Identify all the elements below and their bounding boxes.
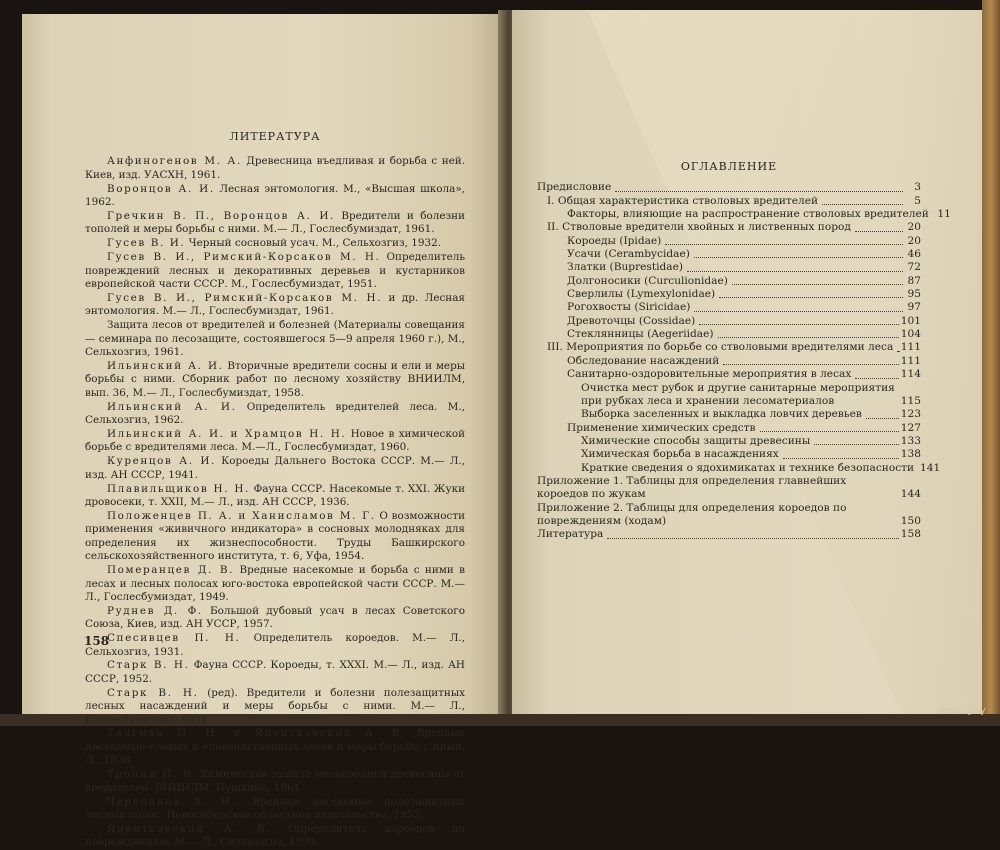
bibliography-entry (85, 768, 465, 795)
bibliography-entry (85, 659, 465, 686)
bibliography (85, 130, 465, 850)
toc-item (537, 422, 921, 435)
entry-text: (ред). Вредители и болезни полезащитных лесных насаждений и меры борьбы с ними. М.— Л., Гослесбумиздат, 1951. (85, 686, 465, 726)
toc-item-label: Златки (Buprestidae) (567, 261, 683, 274)
toc-item (537, 315, 921, 328)
bibliography-entry (85, 210, 465, 237)
toc-item-label: Химические способы защиты древесины (581, 434, 811, 447)
toc-item-page: 111 (900, 341, 921, 354)
toc-item-label: Стеклянницы (Aegeriidae) (567, 328, 714, 341)
toc-item (537, 221, 921, 234)
entry-text: Фауна СССР. Насекомые т. XXI. Жуки дровосеки, т. XXII, М.— Л., изд. АН СССР, 1936. (85, 482, 465, 509)
entry-text: Вторичные вредители сосны и ели и меры борьбы с ними. Сборник работ по лесному хозяйству ВНИИЛМ, вып. 36, М.— Л., Гослесбумиздат, 1958. (85, 360, 465, 399)
toc-item-page: 111 (900, 354, 921, 367)
toc-item-page: 72 (907, 261, 921, 274)
entry-author: Гусев В. И., Римский-Корсаков М. Н. (107, 251, 381, 264)
toc-item-label: III. Мероприятия по борьбе со стволовыми вредителями леса (547, 341, 894, 354)
toc-leader-dots (866, 417, 899, 419)
toc-item (537, 461, 941, 475)
entry-text: Древесница въедливая и борьба с ней. Киев, изд. УАСХН, 1961. (85, 155, 466, 181)
toc-item (537, 288, 921, 301)
toc-item-page: 127 (900, 421, 921, 434)
entry-author: Тропин И. В. (107, 768, 197, 781)
toc-item-page: 101 (900, 314, 921, 327)
entry-author: Куренцов А. И. (107, 455, 216, 468)
bibliography-entry (85, 183, 465, 210)
toc-leader-dots (607, 537, 898, 539)
toc-item-label: Краткие сведения о ядохимикатах и технике безопасности (581, 461, 915, 474)
toc-item-label: Химическая борьба в насаждениях (581, 448, 779, 461)
toc-item-page: 11 (937, 208, 951, 221)
toc-leader-dots (783, 457, 899, 459)
bibliography-entry (85, 483, 465, 510)
toc-item-label: Предисловие (537, 181, 612, 194)
toc-item (537, 382, 921, 409)
toc-leader-dots (814, 443, 899, 445)
toc-leader-dots (855, 377, 898, 379)
toc-item (537, 328, 921, 341)
toc-item-label: Древоточцы (Cossidae) (567, 314, 696, 327)
toc-item-label: Применение химических средств (567, 421, 756, 434)
toc-item-label: Литература (537, 528, 604, 541)
entry-text: Определитель короедов. М.— Л., Сельхозгиз, 1931. (85, 632, 465, 658)
toc-item-label: Приложение 1. Таблицы для определения главнейших короедов по жукам (537, 474, 847, 501)
bibliography-title: ЛИТЕРАТУРА (229, 130, 321, 143)
entry-author: Плавильщиков Н. Н. (107, 482, 250, 495)
toc-item-label: Выборка заселенных и выкладка ловчих деревьев (581, 408, 862, 421)
toc-leader-dots (718, 336, 899, 338)
bibliography-entry (85, 510, 465, 564)
bibliography-entry (85, 564, 465, 604)
toc-item-label: Обследование насаждений (567, 354, 720, 367)
toc-item (537, 275, 921, 288)
bibliography-entry (85, 796, 465, 823)
bibliography-entry (85, 292, 465, 319)
bibliography-entry (85, 251, 465, 291)
entry-author: Гречкин В. П., Воронцов А. И. (107, 210, 335, 223)
cover-edge (982, 0, 1000, 726)
toc-item (537, 301, 921, 314)
entry-text: Большой дубовый усач в лесах Советского Союза, Киев, изд. АН УССР, 1957. (85, 604, 465, 631)
bibliography-entry (85, 155, 465, 182)
entry-author: Тальман П. Н. и Яцентковский А. В. (107, 727, 406, 740)
toc-item (537, 408, 921, 421)
bibliography-entry (85, 455, 465, 482)
bibliography-entry (85, 237, 465, 250)
entry-text: Лесная энтомология. М., «Высшая школа», 1962. (85, 182, 465, 209)
bibliography-entry (85, 687, 465, 727)
entry-author: Спесивцев П. Н. (107, 632, 241, 645)
toc-item-label: Сверлилы (Lymexylonidae) (567, 288, 716, 301)
entry-author: Положенцев П. А. и Ханисламов М. Г. (107, 509, 376, 522)
toc-item-label: Долгоносики (Curculionidae) (567, 274, 728, 287)
toc-item-page: 46 (907, 248, 921, 261)
toc-item-page: 138 (900, 448, 921, 461)
toc-leader-dots (699, 323, 899, 325)
toc-item-page: 114 (900, 368, 921, 381)
toc-item-page: 5 (914, 194, 921, 207)
toc-item-label: Приложение 2. Таблицы для определения короедов по повреждениям (ходам) (537, 501, 847, 527)
toc-item (537, 435, 921, 448)
toc-item-page: 115 (900, 394, 921, 407)
toc-item (537, 475, 921, 502)
toc-leader-dots (855, 230, 903, 232)
toc-item-page: 3 (914, 181, 921, 194)
page-number: 158 (84, 634, 110, 648)
toc-item-page: 123 (900, 408, 921, 421)
entry-text: Вредители и болезни тополей и меры борьбы с ними. М.— Л., Гослесбумиздат, 1961. (85, 210, 465, 236)
entry-text: Химическая защита неокоренной древесины от вредителей. ВНИИЛМ, Пушкино, 1961. (85, 768, 465, 794)
entry-text: Вредные насекомые еловых и еловолиственных лесов и меры борьбы с ними. Л., 1938. (85, 727, 465, 767)
entry-text: О возможности применения «живичного индикатора» в сосновых молодняках для определения их жизнеспособности. Труды Башкирского сельскохозяйственного института, т. 6, Уфа, 1954. (85, 509, 466, 563)
bibliography-entry (85, 823, 465, 850)
toc-leader-dots (719, 296, 903, 298)
toc-item (537, 208, 951, 221)
toc-item (537, 195, 921, 208)
bibliography-entry (85, 401, 465, 428)
toc-item-label: Очистка мест рубок и другие санитарные мероприятия при рубках леса и хранении лесоматериалов (581, 381, 895, 407)
toc-item (537, 235, 921, 248)
entry-author: Анфиногенов М. А. (107, 155, 242, 168)
bibliography-entry (85, 319, 465, 359)
toc-item-label: II. Стволовые вредители хвойных и лиственных пород (547, 221, 851, 234)
entry-text: Черный сосновый усач. М., Сельхозгиз, 1932. (185, 237, 441, 250)
toc-item (537, 368, 921, 381)
toc-item (537, 502, 921, 529)
entry-author: Старк В. Н. (107, 659, 190, 672)
toc-title: ОГЛАВЛЕНИЕ (680, 160, 778, 173)
toc-leader-dots (760, 430, 899, 432)
bibliography-entry (85, 360, 465, 400)
bibliography-entry (85, 632, 465, 659)
toc-item (537, 341, 921, 354)
toc-leader-dots (665, 243, 903, 245)
toc-item-label: Усачи (Cerambycidae) (567, 248, 690, 261)
toc-leader-dots (694, 256, 903, 258)
toc-item (537, 181, 921, 194)
toc-list (537, 181, 951, 541)
toc-item-page: 95 (907, 288, 921, 301)
watermark: www.ay.by (938, 706, 986, 716)
toc-item (537, 261, 921, 274)
toc-item-page: 150 (900, 514, 921, 527)
toc-item-label: Рогохвосты (Siricidae) (567, 301, 691, 314)
toc-item-page: 97 (907, 301, 921, 314)
toc-leader-dots (723, 363, 898, 365)
table-of-contents (537, 160, 951, 542)
toc-item-label: I. Общая характеристика стволовых вредителей (547, 194, 819, 207)
toc-item (537, 355, 921, 368)
entry-author: Руднев Д. Ф. (107, 604, 203, 617)
toc-item-page: 104 (900, 328, 921, 341)
entry-author: Гусев В. И. (107, 237, 186, 250)
entry-author: Померанцев Д. В. (107, 564, 235, 577)
toc-leader-dots (732, 283, 903, 285)
entry-text: Новое в химической борьбе с вредителями леса. М.—Л., Гослесбумиздат, 1960. (85, 428, 466, 454)
entry-author: Ильинский А. И. (107, 360, 224, 372)
entry-text: Защита лесов от вредителей и болезней (Материалы совещания — семинара по лесозащите, состоявшегося 5—9 апреля 1960 г.), М., Сельхозгиз, 1961. (85, 319, 465, 359)
toc-leader-dots (694, 310, 903, 312)
toc-item-label: Факторы, влияющие на распространение стволовых вредителей (567, 208, 929, 221)
toc-leader-dots (615, 190, 903, 192)
toc-item-page: 133 (900, 434, 921, 447)
entry-author: Ильинский А. И. (107, 400, 237, 413)
entry-text: и др. Лесная энтомология. М.— Л., Гослесбумиздат, 1961. (85, 291, 465, 318)
toc-item-page: 87 (907, 274, 921, 287)
entry-text: Короеды Дальнего Востока СССР. М.— Л., изд. АН СССР, 1941. (85, 455, 466, 481)
toc-item (537, 448, 921, 461)
toc-item-page: 158 (900, 528, 921, 541)
toc-item-page: 20 (907, 221, 921, 234)
bibliography-entry (85, 428, 465, 455)
entry-author: Гусев В. И., Римский-Корсаков М. Н. (107, 291, 383, 304)
toc-leader-dots (687, 270, 903, 272)
toc-item-page: 20 (907, 234, 921, 247)
entry-text: Вредные насекомые полезащитных лесных полос. Новосибирское областное издательство, 1952. (85, 795, 465, 821)
toc-item-label: Короеды (Ipidae) (567, 234, 662, 247)
toc-item (537, 248, 921, 261)
entry-author: Старк В. Н. (107, 686, 199, 699)
entry-text: Вредные насекомые и борьба с ними в лесах и лесных полосах юго-востока европейской части СССР. М.— Л., Гослесбумиздат, 1949. (85, 564, 465, 603)
entry-text: Определитель повреждений лесных и декоративных деревьев и кустарников европейской части СССР. М., Гослесбумиздат, 1951. (85, 251, 465, 291)
entry-author: Ильинский А. И. и Храмцов Н. Н. (107, 428, 347, 441)
entry-author: Яцентковский А. В. (107, 822, 272, 835)
entry-author: Черепанов А. И., (107, 795, 242, 808)
bibliography-entry (85, 605, 465, 632)
bibliography-list (85, 155, 465, 849)
toc-leader-dots (897, 350, 898, 352)
toc-item-label: Санитарно-оздоровительные мероприятия в лесах (567, 368, 852, 381)
toc-leader-dots (822, 203, 903, 205)
entry-author: Воронцов А. И. (107, 182, 215, 195)
entry-text: Фауна СССР. Короеды, т. XXXI. М.— Л., изд. АН СССР, 1952. (85, 659, 465, 685)
toc-item-page: 144 (900, 488, 921, 501)
toc-item (537, 528, 921, 541)
entry-text: Определитель короедов по повреждениям. М.— Л., Сельхозгиз, 1930. (85, 822, 465, 849)
entry-text: Определитель вредителей леса. М., Сельхозгиз, 1962. (85, 400, 465, 427)
toc-item-page: 141 (920, 461, 941, 474)
bibliography-entry (85, 727, 465, 767)
